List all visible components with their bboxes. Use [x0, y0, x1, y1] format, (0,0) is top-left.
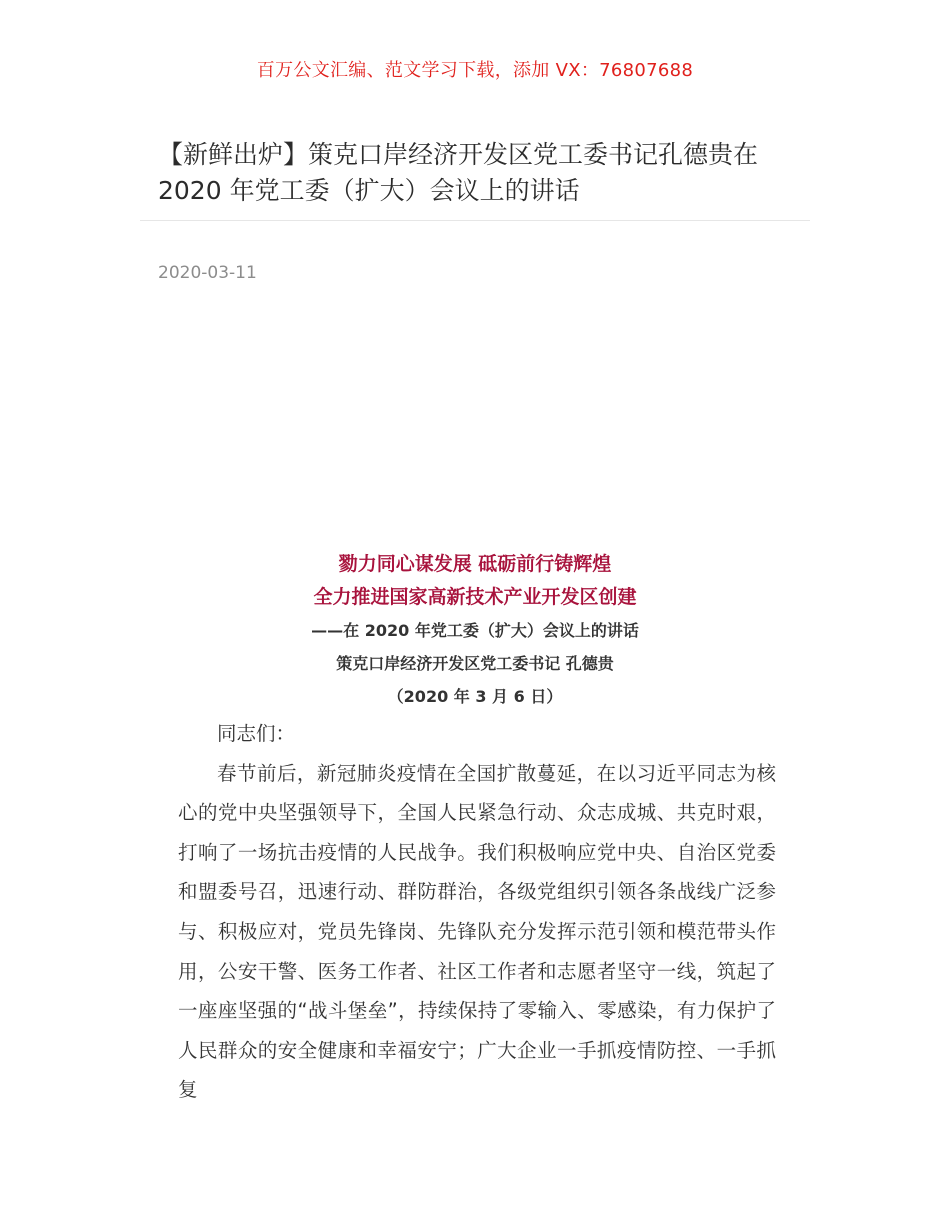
speech-headline-2: 全力推进国家高新技术产业开发区创建: [313, 586, 637, 608]
speech-heading: [0, 548, 950, 713]
speech-subtitle: ——在 2020 年党工委（扩大）会议上的讲话: [311, 621, 639, 640]
speech-headline-1: 勠力同心谋发展 砥砺前行铸辉煌: [338, 553, 612, 575]
speech-date: （2020 年 3 月 6 日）: [387, 687, 563, 706]
speech-body: [178, 714, 776, 1110]
article-title: 【新鲜出炉】策克口岸经济开发区党工委书记孔德贵在2020 年党工委（扩大）会议上的讲话: [158, 140, 759, 205]
speaker-line: 策克口岸经济开发区党工委书记 孔德贵: [336, 654, 614, 673]
publish-date: 2020-03-11: [158, 263, 257, 283]
promo-banner: 百万公文汇编、范文学习下载，添加 VX：76807688: [256, 60, 694, 81]
title-divider: [140, 220, 810, 221]
body-paragraph: 春节前后，新冠肺炎疫情在全国扩散蔓延，在以习近平同志为核心的党中央坚强领导下，全国人民紧急行动、众志成城、共克时艰，打响了一场抗击疫情的人民战争。我们积极响应党中央、自治区党委和盟委号召，迅速行动、群防群治，各级党组织引领各条战线广泛参与、积极应对，党员先锋岗、先锋队充分发挥示范引领和模范带头作用，公安干警、医务工作者、社区工作者和志愿者坚守一线，筑起了一座座坚强的“战斗堡垒”，持续保持了零输入、零感染，有力保护了人民群众的安全健康和幸福安宁；广大企业一手抓疫情防控、一手抓复: [178, 761, 776, 1102]
salutation: 同志们：: [217, 722, 296, 745]
